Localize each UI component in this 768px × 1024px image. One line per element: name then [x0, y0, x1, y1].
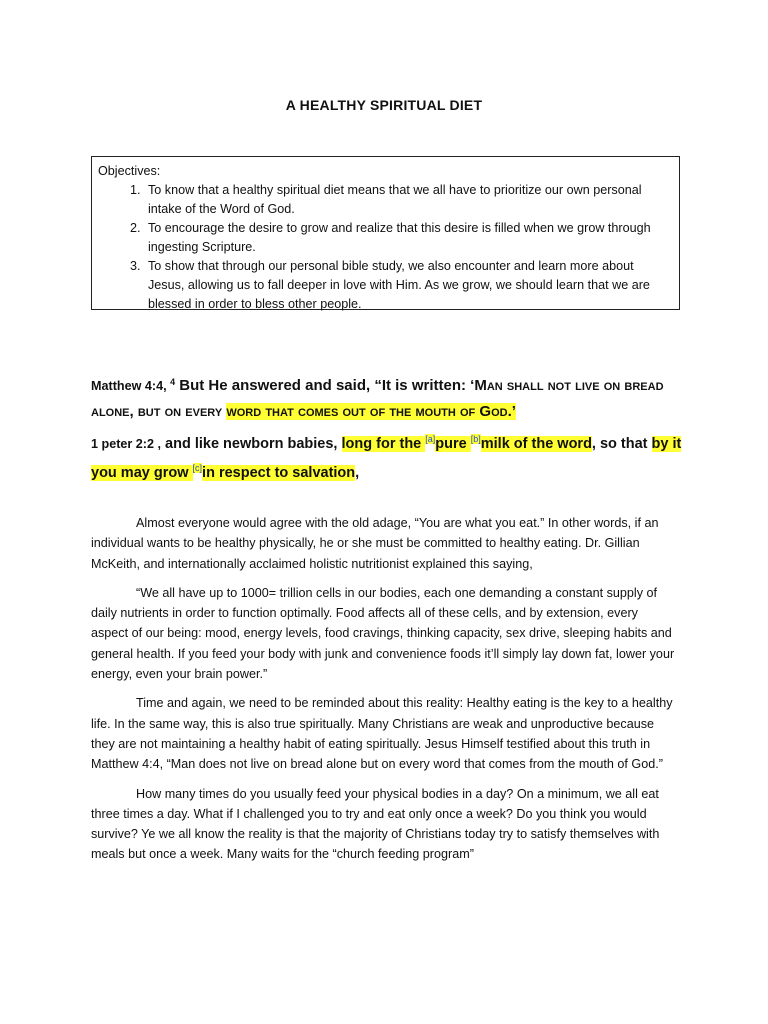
verse-text: and like newborn babies,	[161, 435, 342, 452]
verse-reference: 1 peter 2:2 ,	[91, 436, 161, 451]
paragraph: Time and again, we need to be reminded about this reality: Healthy eating is the key to a healthy life. In the same way, this is also true spiritually. Many Christians are weak and unproductive because they are not maintaining a healthy habit of eating spiritually. Jesus Himself testified about this truth in Matthew 4:4, “Man does not live on bread alone but on every word that comes from the mouth of God.”	[91, 696, 673, 772]
verse-highlight: by it you may grow	[91, 435, 682, 481]
verse-quote-highlight: word that comes out of the mouth of God.’	[226, 403, 516, 421]
objective-item: 3. To show that through our personal bible study, we also encounter and learn more about Jesus, allowing us to fall deeper in love with Him. As we grow, we should learn that we are blessed in order to bless other people.	[144, 257, 671, 314]
verse-colon: : ‘	[461, 377, 475, 395]
verse-peter	[91, 427, 691, 485]
objectives-box	[91, 156, 680, 310]
paragraph: How many times do you usually feed your physical bodies in a day? On a minimum, we all eat three times a day. What if I challenged you to try and eat only once a week? Do you think you would survive? Ye we all know the reality is that the majority of Christians today try to satisfy themselves with meals but once a week. Many waits for the “church feeding program”	[91, 786, 660, 862]
footnote-link-c[interactable]: [c]	[192, 462, 203, 473]
verse-written: It is written	[381, 377, 461, 395]
paragraph: “We all have up to 1000= trillion cells in our bodies, each one demanding a constant supply of daily nutrients in order to function optimally. Food affects all of these cells, and by extension, every aspect of our being: mood, energy levels, food cravings, thinking capacity, sex drive, sleeping habits and general health. If you feed your body with junk and convenience foods it’ll simply lay down fat, lower your energy, even your brain power.”	[91, 585, 675, 682]
body-text	[91, 513, 675, 874]
footnote-link-a[interactable]: [a]	[425, 434, 436, 444]
verse-number: 4	[170, 377, 176, 387]
verse-matthew	[91, 370, 691, 425]
verse-reference: Matthew 4:4,	[91, 379, 167, 394]
verse-intro: But He answered and said, “	[175, 377, 382, 395]
objective-item: 2. To encourage the desire to grow and realize that this desire is filled when we grow through ingesting Scripture.	[144, 219, 671, 257]
objective-item: 1. To know that a healthy spiritual diet means that we all have to prioritize our own personal intake of the Word of God.	[144, 181, 671, 219]
verse-highlight: in respect to salvation	[202, 464, 356, 481]
verse-text: ,	[355, 464, 360, 481]
paragraph: Almost everyone would agree with the old adage, “You are what you eat.” In other words, if an individual wants to be healthy physically, he or she must be committed to healthy eating. Dr. Gillian McKeith, and internationally acclaimed holistic nutritionist explained this saying,	[91, 516, 659, 571]
objectives-list	[98, 181, 671, 314]
verse-highlight: long for the	[341, 435, 426, 452]
page-title: A HEALTHY SPIRITUAL DIET	[285, 97, 483, 113]
verse-highlight: milk of the word	[480, 435, 592, 452]
verse-text: , so that	[591, 435, 652, 452]
footnote-link-b[interactable]: [b]	[470, 434, 481, 444]
verse-highlight: pure	[435, 435, 471, 452]
objectives-heading: Objectives:	[98, 164, 161, 178]
verse-quote: Man shall not live on bread alone, but on every	[91, 377, 664, 421]
